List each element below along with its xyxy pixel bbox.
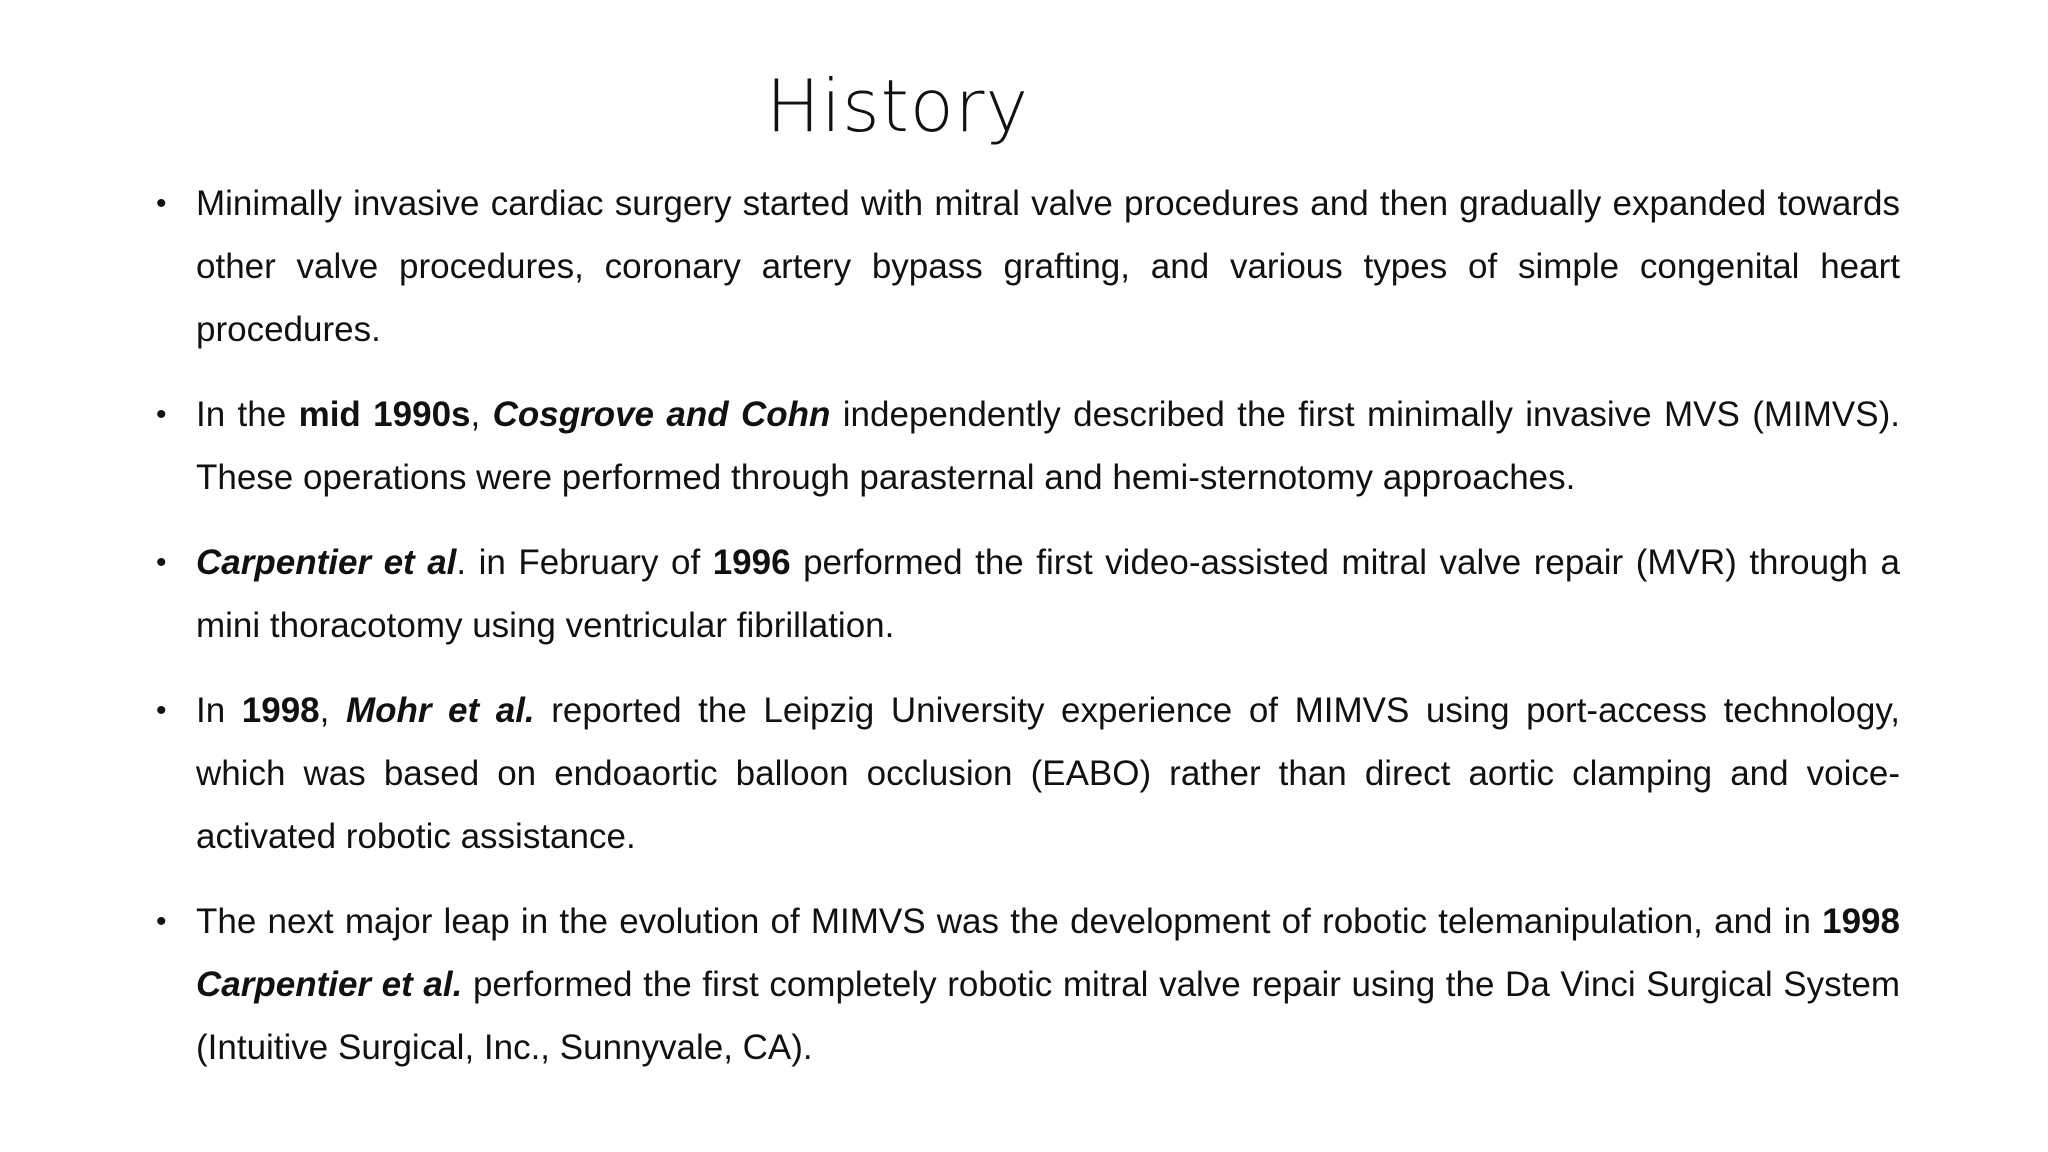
bullet-dot-icon: • (156, 905, 167, 938)
slide-title: History (765, 64, 1030, 148)
bullet-emphasis-text: 1998 (1822, 902, 1900, 941)
bullet-text: , (319, 691, 346, 730)
bullet-emphasis-text: Carpentier et al (196, 543, 457, 582)
bullet-item (152, 383, 1900, 509)
bullet-emphasis-text: Carpentier et al. (196, 965, 463, 1004)
bullet-item (152, 890, 1900, 1079)
bullet-dot-icon: • (156, 546, 167, 579)
bullet-emphasis-text: 1998 (241, 691, 320, 730)
bullet-emphasis-text: Cosgrove and Cohn (492, 395, 831, 434)
bullet-emphasis-text: mid 1990s (298, 395, 471, 434)
bullet-text: The next major leap in the evolution of MIMVS was the development of robotic telemanipulation, and in (196, 902, 1823, 941)
bullet-text: reported the Leipzig University experience of MIMVS using port-access technology, which was based on endoaortic balloon occlusion (EABO) rather than direct aortic clamping and voice-activated robotic assistance. (196, 691, 1900, 856)
bullet-text: . in February of (456, 543, 713, 582)
bullet-text: performed the first completely robotic mitral valve repair using the Da Vinci Surgical System (Intuitive Surgical, Inc., Sunnyvale, CA). (196, 965, 1900, 1067)
bullet-text: Minimally invasive cardiac surgery started with mitral valve procedures and then gradually expanded towards other valve procedures, coronary artery bypass grafting, and various types of simple congenital heart procedures. (196, 184, 1900, 349)
bullet-text: In the (196, 395, 299, 434)
bullet-text: performed the first video-assisted mitral valve repair (MVR) through a mini thoracotomy using ventricular fibrillation. (196, 543, 1901, 645)
bullet-dot-icon: • (156, 694, 167, 727)
bullet-dot-icon: • (156, 187, 167, 220)
bullet-emphasis-text: 1996 (712, 543, 791, 582)
bullet-text: independently described the first minimally invasive MVS (MIMVS). These operations were performed through parasternal and hemi-sternotomy approaches. (196, 395, 1900, 497)
bullet-list (152, 172, 1900, 1101)
bullet-text: , (470, 395, 493, 434)
bullet-dot-icon: • (156, 398, 167, 431)
bullet-emphasis-text: Mohr et al. (345, 691, 535, 730)
bullet-text: In (196, 691, 242, 730)
bullet-item (152, 172, 1900, 361)
bullet-item (152, 531, 1900, 657)
bullet-item (152, 679, 1900, 868)
